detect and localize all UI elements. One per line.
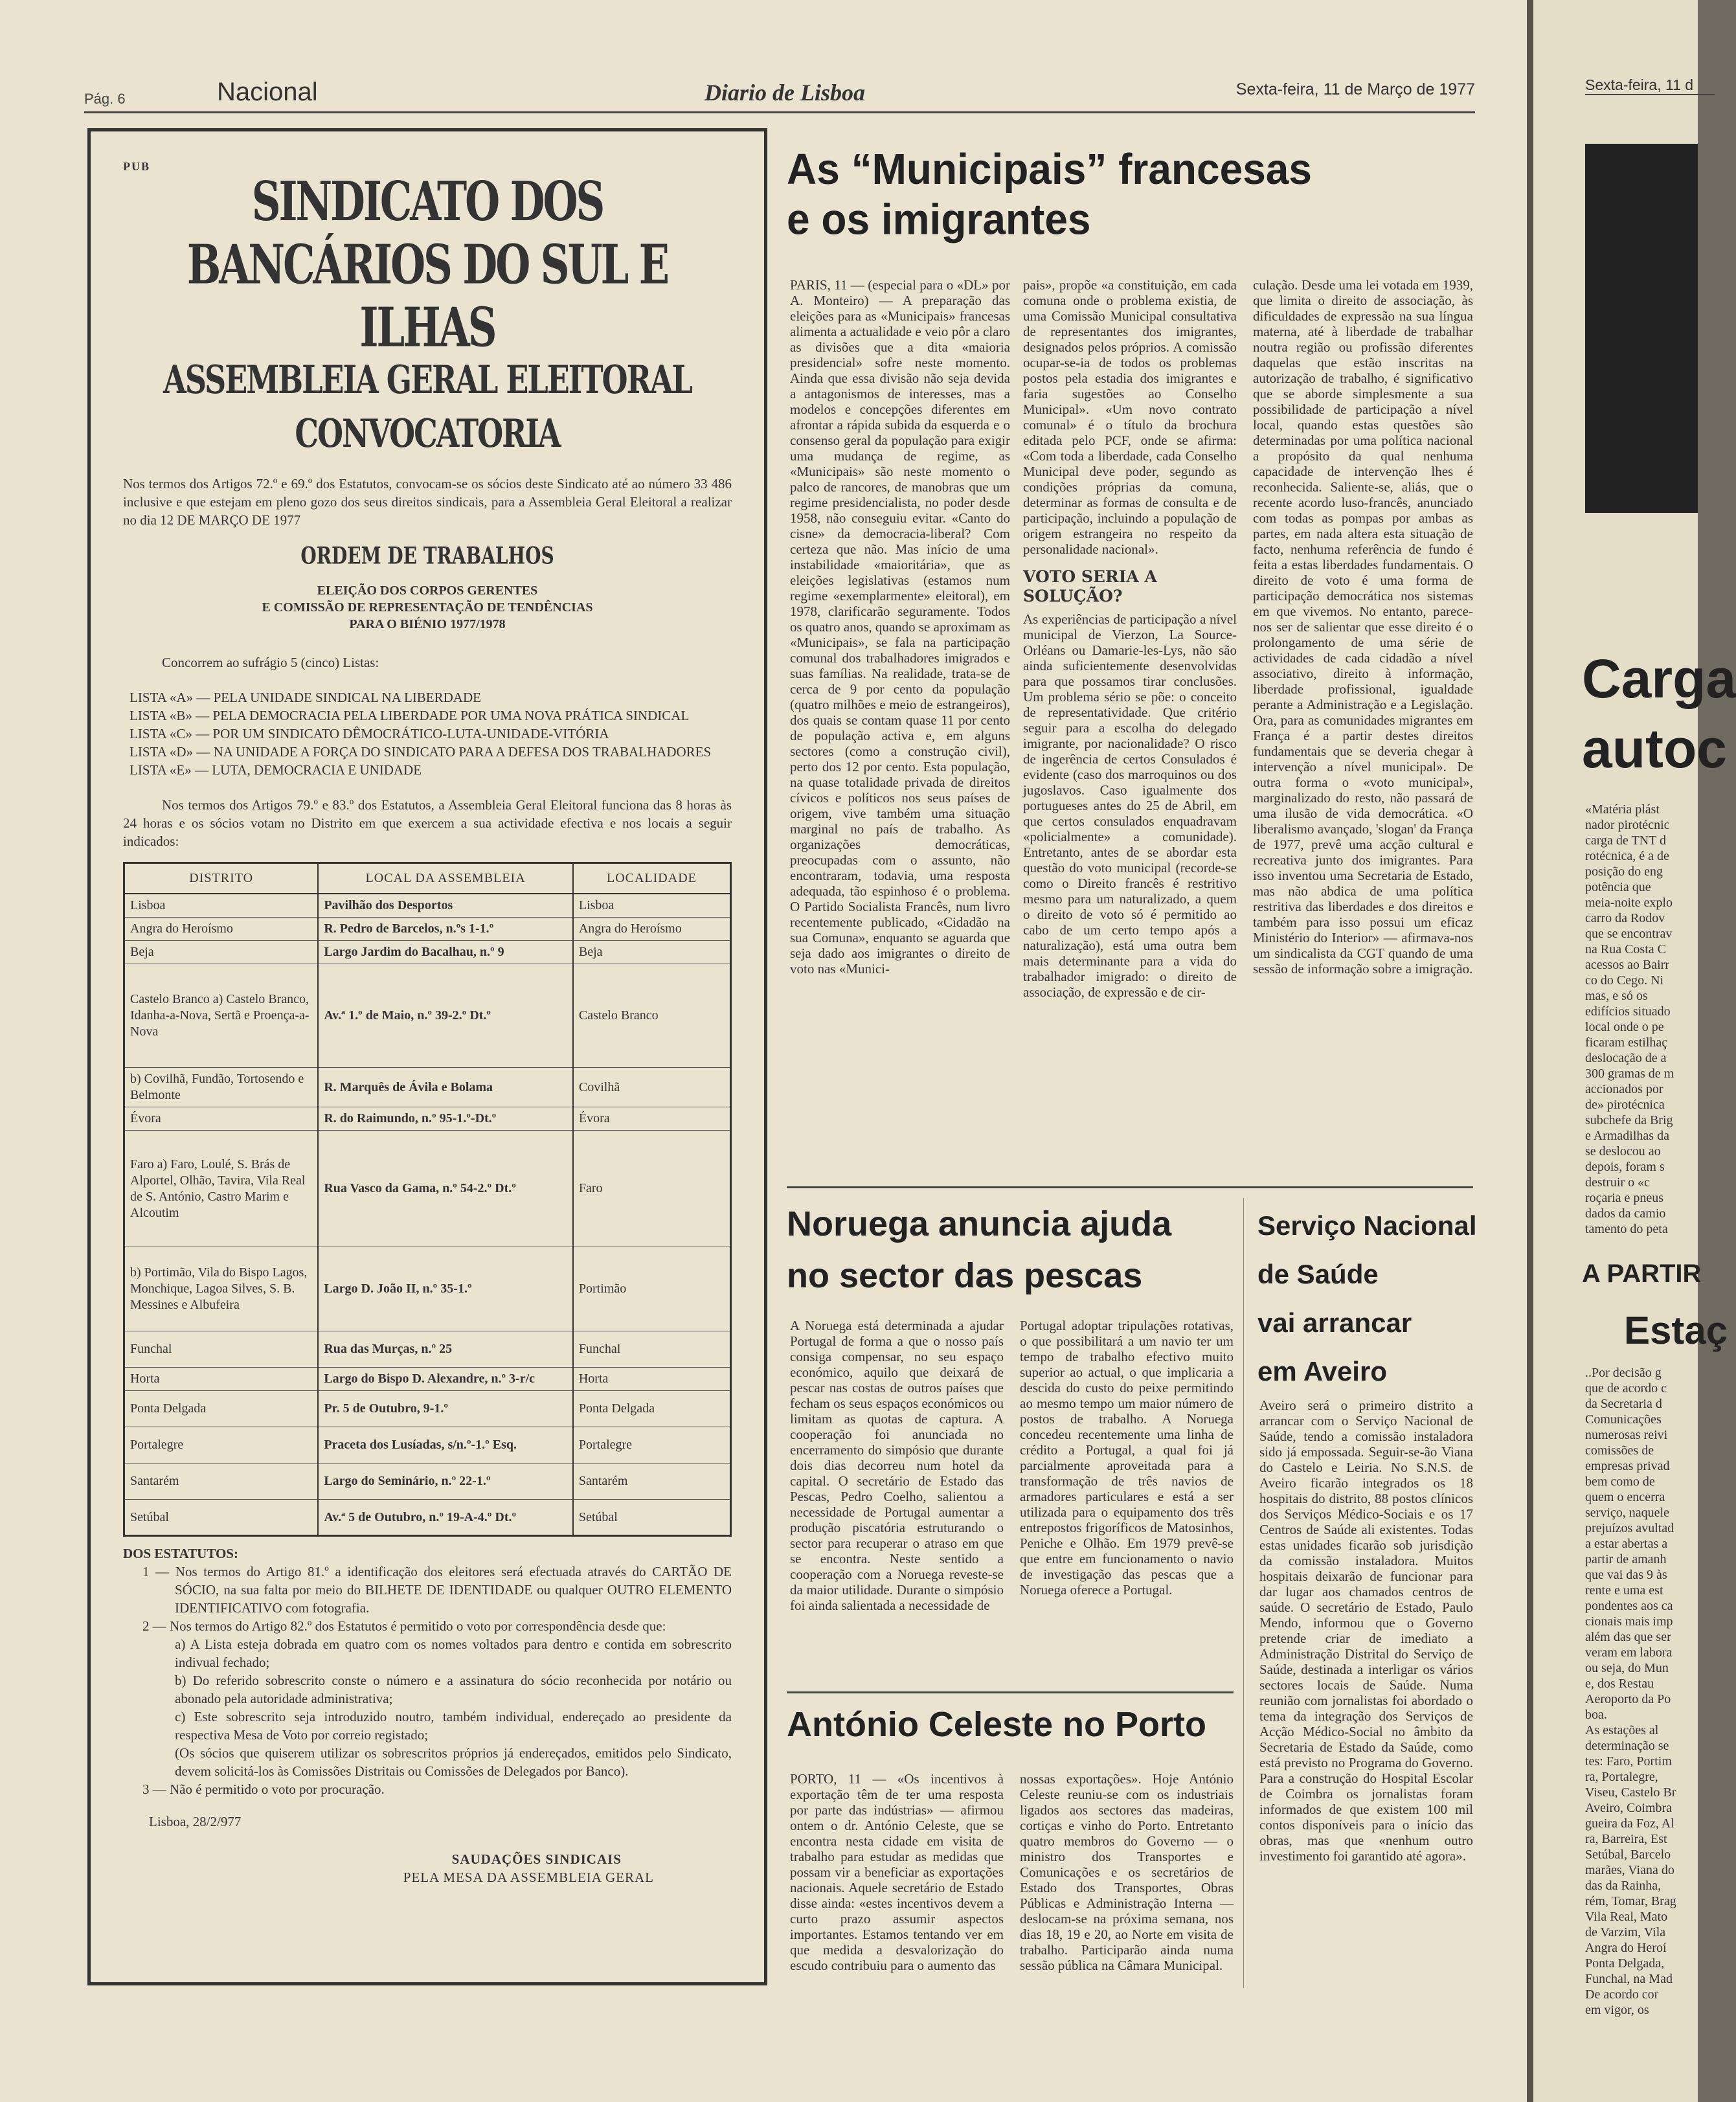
statute-subitem: b) Do referido sobrescrito conste o número e a assinatura do sócio reconhecida por notário ou abonado pela autoridade administrativa;	[175, 1673, 732, 1706]
text-line: nador pirotécnic	[1585, 818, 1670, 832]
section-title: Nacional	[217, 78, 318, 106]
text-line: empresas privad	[1585, 1459, 1670, 1473]
header-location: LOCAL DA ASSEMBLEIA	[318, 863, 573, 894]
cell-district: Lisboa	[124, 894, 319, 918]
text-line: de» pirotécnica	[1585, 1098, 1665, 1112]
article-municipais-column-2	[1023, 277, 1237, 1170]
article-celeste-headline: António Celeste no Porto	[787, 1705, 1206, 1744]
ad-paragraph-voting: Nos termos dos Artigos 79.º e 83.º dos Estatutos, a Assembleia Geral Eleitoral funciona das 8 horas às 24 horas e os sócios votam no Distrito em que exercem a sua actividade efectiva e nos locais a seguir indicados:	[123, 797, 732, 849]
page-number: Pág. 6	[84, 91, 126, 107]
text-line: ra, Barreira, Est	[1585, 1832, 1667, 1846]
text-line: Ponta Delgada,	[1585, 1956, 1665, 1971]
text-line: Vila Real, Mato	[1585, 1910, 1668, 1924]
election-line-1: ELEIÇÃO DOS CORPOS GERENTES	[317, 583, 538, 598]
voting-locations-table	[123, 862, 732, 1537]
text-line: e Armadilhas da	[1585, 1129, 1669, 1143]
table-row	[124, 1107, 731, 1131]
text-line: 300 gramas de m	[1585, 1067, 1674, 1081]
cell-locality: Setúbal	[573, 1500, 731, 1536]
text-line: rém, Tomar, Brag	[1585, 1894, 1676, 1908]
cell-locality: Ponta Delgada	[573, 1391, 731, 1427]
cell-district: Angra do Heroísmo	[124, 918, 319, 941]
list-item: LISTA «A» — PELA UNIDADE SINDICAL NA LIBERDADE	[130, 690, 481, 705]
article-municipais-column-1: PARIS, 11 — (especial para o «DL» por A. Monteiro) — A preparação das eleições para as «Municipais» francesas alimenta a actualidade e veio pôr a claro as divisões que a dita «maioria presidencial» sofre neste momento. Ainda que essa divisão não seja devida a antagonismos de interesses, mas a modelos e concepções diferentes em afrontar a rápida subida da esquerda e o consenso geral da população para exigir uma mudança de regime, as «Municipais» são neste momento o palco de rancores, de manobras que um regime presidencialista, no poder desde 1958, não conseguiu evitar. «Canto do cisne» da democracia-liberal? Com certeza que não. Mas início de uma instabilidade «maioritária», que as eleições legislativas (estamos num regime «exemplarmente» eleitoral), em 1978, clarificarão seguramente. Todos os quatro anos, quando se aproximam as «Municipais», se fala na participação comunal dos trabalhadores imigrados e suas famílias. Na realidade, trata-se de cerca de 9 por cento da população (quatro milhões e meio de estrangeiros), dos quais se contam quase 11 por cento de população activa e, em alguns sectores (como a construção civil), perto dos 12 por cento. Esta população, na quase totalidade privada de direitos cívicos e políticos nos seus países de origem, vive também uma situação marginal no país de trabalho. As organizações democráticas, preocupadas com o assunto, não encontraram, todavia, uma resposta adequada, tão espinhoso é o problema. O Partido Socialista Francês, num livro recentemente publicado, «Cidadão na sua Comuna», enquanto se aguarda que seja dado aos imigrantes o direito de voto nas «Munici-	[790, 277, 1011, 977]
text-line: da Secretaria d	[1585, 1397, 1662, 1411]
headline-line-1: Serviço Nacional	[1257, 1210, 1477, 1241]
cell-location: Pavilhão dos Desportos	[318, 894, 573, 918]
adjacent-column-2	[1585, 1365, 1715, 2018]
text-line: ..Por decisão g	[1585, 1366, 1662, 1380]
text-line: carro da Rodov	[1585, 911, 1665, 925]
text-line: posição do eng	[1585, 865, 1663, 879]
list-item: LISTA «C» — POR UM SINDICATO DÊMOCRÁTICO-LUTA-UNIDADE-VITÓRIA	[130, 726, 609, 741]
ad-paragraph-convocation: Nos termos dos Artigos 72.º e 69.º dos Estatutos, convocam-se os sócios deste Sindicato até ao número 33 486 inclusive e que estejam em pleno gozo dos seus direitos sindicais, para a Assembleia Geral Eleitoral a realizar no dia 12 DE MARÇO DE 1977	[123, 476, 732, 528]
article-noruega-column-1: A Noruega está determinada a ajudar Portugal de forma a que o nosso país consiga compensar, no seu espaço económico, aquilo que deixará de pescar nas costas de outros países que fecham os seus espaços económicos ou limitam as quotas de captura. A cooperação foi anunciada no encerramento do simpósio que durante dois dias decorreu num hotel da capital. O secretário de Estado das Pescas, Pedro Coelho, salientou a necessidade de Portugal aumentar a produção piscatória estruturando o sector para recuperar o atraso em que se encontra. Neste sentido a cooperação com a Noruega reveste-se da maior utilidade. Durante o simpósio foi ainda salientada a necessidade de	[790, 1318, 1004, 1613]
statute-item: 1 — Nos termos do Artigo 81.º a identificação dos eleitores será efectuada através do CARTÃO DE SÓCIO, na sua falta por meio do BILHETE DE IDENTIDADE ou qualquer OUTRO ELEMENTO IDENTIFICATIVO com fotografia.	[142, 1564, 732, 1616]
statute-subitem: (Os sócios que quiserem utilizar os sobrescritos próprios já endereçados, emitidos pelo Sindicato, devem solicitá-los às Comissões Distritais ou Comissões de Delegados por Banco).	[175, 1745, 732, 1779]
adjacent-column-1	[1585, 802, 1715, 1237]
statute-item: 3 — Não é permitido o voto por procuração.	[142, 1781, 385, 1797]
column-text: pais», propõe «a constituição, em cada comuna onde o problema existia, de uma Comissão Municipal consultativa de representantes dos imigrantes, designados pelos próprios. A comissão ocupar-se-ia de todos os problemas postos pela estadia dos imigrantes e faria sugestões ao Conselho Municipal». «Um novo contrato comunal» é o título da brochura editada pelo PCF, onde se afirma: «Com toda a liberdade, cada Conselho Municipal deve poder, segundo as condições próprias da comuna, determinar as formas de consulta e de participação, incluindo a população de origem estrangeira no respeito da personalidade nacional».	[1023, 277, 1237, 557]
cell-locality: Évora	[573, 1107, 731, 1131]
article-divider	[787, 1186, 1473, 1188]
photo	[1585, 144, 1698, 513]
article-celeste-column-1: PORTO, 11 — «Os incentivos à exportação têm de ter uma resposta por parte das indústrias» — afirmou ontem o dr. António Celeste, que se encontra nesta cidade em visita de trabalho para estudar as medidas que possam vir a beneficiar as exportações nacionais. Aquele secretário de Estado disse ainda: «estes incentivos devem a curto prazo assumir aspectos importantes. Estamos tentando ver em que medida a desvalorização do escudo contribuiu para o aumento das	[790, 1771, 1004, 1973]
article-municipais-column-3: culação. Desde uma lei votada em 1939, que limita o direito de associação, às dificuldades de expressão na sua língua materna, até à liberdade de trabalhar noutra região ou profissão diferentes daquelas que estão inscritas na autorização de trabalho, é significativo que se aborde simplesmente a sua possibilidade de participação a nível local, quando estas questões são determinadas por uma política nacional a propósito da qual nenhuma capacidade de intervenção lhes é reconhecida. Saliente-se, aliás, que o recente acordo luso-francês, anunciado com todas as pompas por ambas as partes, em nada altera esta situação de facto, nenhuma referência de fundo é feita a estas liberdades fundamentais. O direito de voto é uma forma de participação democrática nos sistemas em que vivemos. No entanto, parece-nos ser de salientar que esse direito é o prolongamento de uma série de actividades de cada cidadão a nível associativo, direito à informação, liberdade profissional, igualdade perante a Administração e a Legislação. Ora, para as comunidades migrantes em França é a partir destes direitos fundamentais que se deveria chegar à intervenção a nível municipal». De outra forma o «voto municipal», marginalizado do resto, não passará de uma ilusão de vida democrática. «O liberalismo avançado, 'slogan' da França de 1977, prevê uma acção cultural e recreativa junto dos imigrantes. Para isso inventou uma Secretaria de Estado, mas não abdica de uma política restritiva das liberdades e dos direitos e também para isso possui um eficaz Ministério do Interior» — afirmava-nos um sindicalista da CGT quando de uma sessão de informação sobre a imigração.	[1253, 277, 1473, 977]
text-line: quem o encerra	[1585, 1490, 1665, 1504]
table-row	[124, 1331, 731, 1368]
table-row	[124, 941, 731, 964]
article-celeste-column-2: nossas exportações». Hoje António Celeste reuniu-se com os industriais ligados aos sectores das madeiras, cortiças e vinho do Porto. Entretanto quatro membros do Governo — o ministro dos Transportes e Comunicações e os secretários de Estado dos Transportes, Obras Públicas e Administração Interna — deslocam-se na próxima semana, nos dias 18, 19 e 20, ao Norte em visita de trabalho. Participarão ainda numa sessão pública na Câmara Municipal.	[1020, 1771, 1234, 1973]
text-line: serviço, naquele	[1585, 1506, 1669, 1520]
article-noruega-column-2: Portugal adoptar tripulações rotativas, o que possibilitará a um navio ter um tempo de trabalho efectivo muito superior ao actual, o que implicaria a descida do custo do peixe permitindo ao mesmo tempo um maior número de postos de trabalho. A Noruega concedeu recentemente uma linha de crédito a Portugal, a qual foi já parcialmente aproveitada para a transformação de três navios de armadores particulares e está a ser utilizada para o equipamento dos três entrepostos frigoríficos de Matosinhos, Peniche e Olhão. Em 1979 prevê-se que entre em funcionamento o navio de investigação das pescas que a Noruega oferece a Portugal.	[1020, 1318, 1234, 1598]
cell-locality: Horta	[573, 1368, 731, 1391]
headline-line-1: Noruega anuncia ajuda	[787, 1204, 1172, 1243]
election-line-3: PARA O BIÉNIO 1977/1978	[349, 617, 506, 631]
text-line: tes: Faro, Portim	[1585, 1754, 1672, 1769]
ad-agenda-title: ORDEM DE TRABALHOS	[300, 541, 554, 570]
table-row	[124, 1427, 731, 1463]
article-noruega-headline	[787, 1198, 1171, 1302]
cell-location: R. do Raimundo, n.º 95-1.º-Dt.º	[318, 1107, 573, 1131]
list-item: LISTA «E» — LUTA, DEMOCRACIA E UNIDADE	[130, 762, 422, 778]
headline-line-4: em Aveiro	[1257, 1356, 1387, 1386]
text-line: «Matéria plást	[1585, 802, 1660, 817]
cell-district: b) Covilhã, Fundão, Tortosendo e Belmonte	[124, 1068, 319, 1107]
text-line: pondentes aos ca	[1585, 1599, 1673, 1613]
article-subhead: VOTO SERIA A SOLUÇÃO?	[1023, 567, 1157, 605]
text-line: além das que ser	[1585, 1630, 1671, 1644]
text-line: ra, Portalegre,	[1585, 1770, 1658, 1784]
text-line: prejuízos avultad	[1585, 1521, 1674, 1535]
text-line: gueira da Foz, Al	[1585, 1816, 1674, 1831]
table-row	[124, 918, 731, 941]
adjacent-headline-2: autoc	[1582, 718, 1728, 779]
list-item: LISTA «B» — PELA DEMOCRACIA PELA LIBERDADE POR UMA NOVA PRÁTICA SINDICAL	[130, 708, 690, 723]
ad-place-date: Lisboa, 28/2/977	[149, 1814, 242, 1829]
text-line: das da Rainha,	[1585, 1879, 1662, 1893]
table-row	[124, 1131, 731, 1247]
text-line: Setúbal, Barcelo	[1585, 1848, 1671, 1862]
cell-locality: Santarém	[573, 1463, 731, 1500]
text-line: co do Cego. Ni	[1585, 973, 1664, 988]
text-line: que vai das 9 às	[1585, 1568, 1667, 1582]
text-line: rente e uma est	[1585, 1583, 1663, 1598]
union-advertisement	[87, 128, 767, 1985]
cell-location: Pr. 5 de Outubro, 9-1.º	[318, 1391, 573, 1427]
article-divider	[787, 1691, 1234, 1693]
text-line: tamento do peta	[1585, 1222, 1668, 1236]
adjacent-page	[1533, 0, 1736, 2102]
cell-district: Setúbal	[124, 1500, 319, 1536]
statutes-title: DOS ESTATUTOS:	[123, 1546, 238, 1561]
cell-location: Largo Jardim do Bacalhau, n.º 9	[318, 941, 573, 964]
statute-subitem: c) Este sobrescrito seja introduzido noutro, também individual, endereçado ao presidente da respectiva Mesa de Voto por correio registado;	[175, 1709, 732, 1743]
ad-lists-intro: Concorrem ao sufrágio 5 (cinco) Listas:	[162, 655, 379, 670]
adjacent-headline-4: Estaç	[1624, 1309, 1728, 1352]
text-line: se deslocou ao	[1585, 1144, 1661, 1158]
table-row	[124, 1368, 731, 1391]
ad-subtitle-convocation: CONVOCATORIA	[295, 410, 560, 457]
cell-location: Av.ª 5 de Outubro, n.º 19-A-4.º Dt.º	[318, 1500, 573, 1536]
text-line: em vigor, os	[1585, 2003, 1649, 2017]
page-fold-gutter	[1527, 0, 1533, 2102]
text-line: boa.	[1585, 1708, 1607, 1722]
text-line: meia-noite explo	[1585, 896, 1673, 910]
text-line: bem como de	[1585, 1475, 1655, 1489]
text-line: accionados por	[1585, 1082, 1663, 1096]
text-line: Comunicações	[1585, 1412, 1662, 1427]
cell-location: Praceta dos Lusíadas, s/n.º-1.º Esq.	[318, 1427, 573, 1463]
cell-locality: Portalegre	[573, 1427, 731, 1463]
headline-line-1: As “Municipais” francesas	[787, 144, 1312, 194]
list-item: LISTA «D» — NA UNIDADE A FORÇA DO SINDICATO PARA A DEFESA DOS TRABALHADORES	[130, 744, 712, 760]
text-line: De acordo cor	[1585, 1987, 1659, 2002]
table-row	[124, 1068, 731, 1107]
header-district: DISTRITO	[124, 863, 319, 894]
cell-district: Castelo Branco a) Castelo Branco, Idanha-a-Nova, Sertã e Proença-a-Nova	[124, 964, 319, 1068]
text-line: comissões de	[1585, 1443, 1654, 1458]
headline-line-2: e os imigrantes	[787, 194, 1091, 244]
text-line: cionais mais imp	[1585, 1614, 1673, 1629]
adjacent-headline-3: A PARTIR	[1582, 1260, 1702, 1288]
cell-location: R. Marquês de Ávila e Bolama	[318, 1068, 573, 1107]
text-line: e, dos Restau	[1585, 1677, 1654, 1691]
ad-title: SINDICATO DOS BANCÁRIOS DO SUL E ILHAS	[186, 169, 668, 359]
cell-locality: Covilhã	[573, 1068, 731, 1107]
table-header-row	[124, 863, 731, 894]
ad-signatory: PELA MESA DA ASSEMBLEIA GERAL	[403, 1870, 654, 1885]
text-line: Aeroporto da Po	[1585, 1692, 1671, 1706]
text-line: Angra do Heroí	[1585, 1941, 1667, 1955]
text-line: edifícios situado	[1585, 1004, 1671, 1019]
cell-locality: Angra do Heroísmo	[573, 918, 731, 941]
text-line: veram em labora	[1585, 1645, 1673, 1660]
header-locality: LOCALIDADE	[573, 863, 731, 894]
text-line: local onde o pe	[1585, 1020, 1664, 1034]
text-line: de Varzim, Vila	[1585, 1925, 1666, 1939]
cell-locality: Lisboa	[573, 894, 731, 918]
text-line: a estar abertas a	[1585, 1537, 1668, 1551]
text-line: depois, foram s	[1585, 1160, 1665, 1174]
text-line: roçaria e pneus	[1585, 1191, 1664, 1205]
newspaper-name: Diario de Lisboa	[705, 80, 865, 106]
table-row	[124, 964, 731, 1068]
cell-district: Funchal	[124, 1331, 319, 1368]
adjacent-headline-1: Carga	[1582, 648, 1736, 709]
text-line: mas, e só os	[1585, 989, 1648, 1003]
ad-pub-label: PUB	[123, 160, 150, 173]
headline-line-2: de Saúde	[1257, 1259, 1379, 1289]
text-line: destruir o «c	[1585, 1175, 1650, 1190]
text-line: dados da camio	[1585, 1206, 1666, 1221]
cell-locality: Funchal	[573, 1331, 731, 1368]
text-line: ficaram estilhaç	[1585, 1035, 1668, 1050]
text-line: potência que	[1585, 880, 1651, 894]
issue-date: Sexta-feira, 11 de Março de 1977	[1235, 80, 1475, 98]
headline-line-3: vai arrancar	[1257, 1307, 1412, 1338]
text-line: determinação se	[1585, 1739, 1669, 1753]
masthead-rule	[84, 111, 1475, 113]
cell-location: R. Pedro de Barcelos, n.ºs 1-1.º	[318, 918, 573, 941]
text-line: que se encontrav	[1585, 927, 1673, 941]
text-line: Funchal, na Mad	[1585, 1972, 1673, 1986]
cell-district: Santarém	[124, 1463, 319, 1500]
cell-locality: Portimão	[573, 1247, 731, 1331]
cell-location: Rua das Murças, n.º 25	[318, 1331, 573, 1368]
table-row	[124, 1500, 731, 1536]
text-line: que de acordo c	[1585, 1381, 1667, 1396]
text-line: As estações al	[1585, 1723, 1659, 1737]
cell-district: Faro a) Faro, Loulé, S. Brás de Alportel, Olhão, Tavira, Vila Real de S. António, Castro Marim e Alcoutim	[124, 1131, 319, 1247]
ad-subtitle-assembly: ASSEMBLEIA GERAL ELEITORAL	[163, 356, 692, 403]
column-text: As experiências de participação a nível municipal de Vierzon, La Source-Orléans ou Damarie-les-Lys, não são ainda suficientemente desenvolvidas para que possamos tirar conclusões. Um problema sério se põe: o conceito de representatividade. Que critério seguir para a escolha do delegado imigrante, por nacionalidade? O risco de ingerência de certos Consulados é evidente (caso dos marroquinos ou dos jugoslavos. Caso igualmente dos portugueses antes do 25 de Abril, em que certos consulados enquadravam «policialmente» a comunidade). Entretanto, antes de se abordar esta questão do voto municipal (recorde-se como o Direito francês é restritivo mesmo para um naturalizado, a quem o direito de voto só é permitido ao cabo de um certo tempo após a naturalização), está uma outra bem mais determinante para a vida do trabalhador imigrado: o direito de associação, de expressão e de cir-	[1023, 611, 1237, 1000]
table-row	[124, 894, 731, 918]
cell-district: Portalegre	[124, 1427, 319, 1463]
cell-location: Largo do Bispo D. Alexandre, n.º 3-r/c	[318, 1368, 573, 1391]
cell-location: Largo D. João II, n.º 35-1.º	[318, 1247, 573, 1331]
cell-district: Ponta Delgada	[124, 1391, 319, 1427]
table-row	[124, 1391, 731, 1427]
election-line-2: E COMISSÃO DE REPRESENTAÇÃO DE TENDÊNCIAS	[262, 600, 593, 615]
cell-district: Horta	[124, 1368, 319, 1391]
statute-subitem: a) A Lista esteja dobrada em quatro com os nomes voltados para dentro e contida em sobrescrito indivual fechado;	[175, 1636, 732, 1670]
ad-lists	[123, 688, 732, 779]
ad-greeting: SAUDAÇÕES SINDICAIS	[451, 1851, 622, 1867]
text-line: subchefe da Brig	[1585, 1113, 1673, 1127]
cell-district: b) Portimão, Vila do Bispo Lagos, Monchique, Lagoa Silves, S. B. Messines e Albufeira	[124, 1247, 319, 1331]
text-line: acessos ao Bairr	[1585, 958, 1669, 972]
article-saude-headline	[1257, 1201, 1476, 1396]
cell-location: Rua Vasco da Gama, n.º 54-2.º Dt.º	[318, 1131, 573, 1247]
article-saude-column: Aveiro será o primeiro distrito a arrancar com o Serviço Nacional de Saúde, tendo a comissão instaladora sido já empossada. Seguir-se-ão Viana do Castelo e Leiria. No S.N.S. de Aveiro ficarão integrados os 18 hospitais do distrito, 88 postos clínicos dos Serviços Médico-Sociais e os 17 Centros de Saúde ali existentes. Todas estas unidades ficarão sob jurisdição da comissão instaladora. Muitos hospitais deixarão de funcionar para dar lugar aos chamados centros de saúde. O secretário de Estado, Paulo Mendo, informou que o Governo pretende criar de imediato a Administração Distrital do Serviço de Saúde, destinada a interligar os vários sectores locais de Saúde. Numa reunião com jornalistas foi abordado o tema da integração dos Serviços de Acção Médico-Social no âmbito da Secretaria de Estado da Saúde, como está previsto no Programa do Governo. Para a construção do Hospital Escolar de Coimbra os jornalistas foram informados de que existem 100 mil contos disponíveis para o início das obras, mas que «nenhum outro investimento foi garantido até agora».	[1259, 1397, 1473, 1864]
table-row	[124, 1463, 731, 1500]
cell-location: Av.ª 1.º de Maio, n.º 39-2.º Dt.º	[318, 964, 573, 1068]
ad-statutes	[123, 1544, 732, 1798]
text-line: numerosas reivi	[1585, 1428, 1668, 1442]
cell-locality: Faro	[573, 1131, 731, 1247]
cell-location: Largo do Seminário, n.º 22-1.º	[318, 1463, 573, 1500]
statute-item: 2 — Nos termos do Artigo 82.º dos Estatutos é permitido o voto por correspondência desde que:	[142, 1618, 666, 1634]
ad-election-text	[123, 582, 732, 633]
text-line: Viseu, Castelo Br	[1585, 1785, 1676, 1800]
headline-line-2: no sector das pescas	[787, 1256, 1143, 1295]
column-separator	[1243, 1198, 1244, 1988]
adjacent-masthead-rule	[1585, 94, 1715, 95]
text-line: ou seja, do Mun	[1585, 1661, 1669, 1675]
article-municipais-headline	[787, 144, 1312, 244]
text-line: na Rua Costa C	[1585, 942, 1666, 956]
cell-district: Évora	[124, 1107, 319, 1131]
adjacent-page-date: Sexta-feira, 11 d	[1585, 76, 1694, 93]
cell-district: Beja	[124, 941, 319, 964]
text-line: rotécnica, é a de	[1585, 849, 1669, 863]
masthead	[84, 65, 1475, 110]
text-line: marães, Viana do	[1585, 1863, 1674, 1877]
cell-locality: Castelo Branco	[573, 964, 731, 1068]
table-row	[124, 1247, 731, 1331]
text-line: Aveiro, Coimbra	[1585, 1801, 1673, 1815]
text-line: carga de TNT d	[1585, 833, 1666, 848]
cell-locality: Beja	[573, 941, 731, 964]
text-line: partir de amanh	[1585, 1552, 1667, 1566]
text-line: deslocação de a	[1585, 1051, 1667, 1065]
